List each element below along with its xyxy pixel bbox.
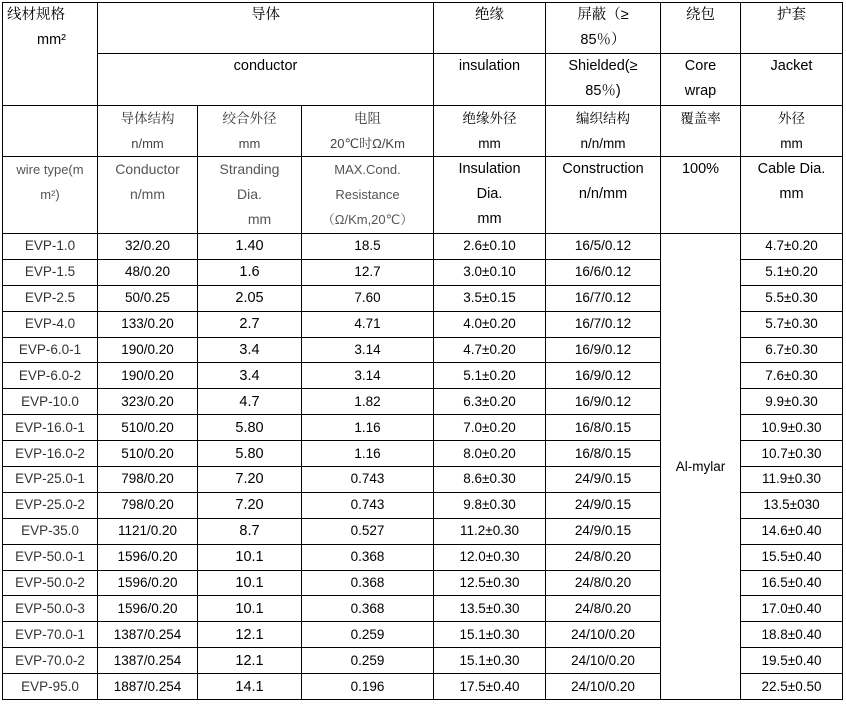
wire-type-cell: EVP-50.0-3	[3, 596, 98, 622]
strand-dia-unit: mm	[238, 136, 261, 151]
conductor-cell: 510/0.20	[98, 441, 198, 467]
resistance-cell: 18.5	[302, 234, 434, 260]
jacket-dia-cell: 19.5±0.40	[741, 648, 843, 674]
construction-header-en	[546, 157, 661, 234]
insulation-dia-cell: 15.1±0.30	[434, 622, 546, 648]
wire-type-en-line2: m²)	[40, 187, 60, 202]
wire-type-cell: EVP-10.0	[3, 389, 98, 415]
conductor-cell: 1596/0.20	[98, 570, 198, 596]
jacket-header-cn: 护套	[741, 3, 843, 54]
jacket-dia-cell: 14.6±0.40	[741, 518, 843, 544]
resistance-header	[302, 106, 434, 157]
wire-type-cell: EVP-6.0-1	[3, 337, 98, 363]
wire-spec-header	[3, 3, 98, 106]
insulation-dia-cell: 13.5±0.30	[434, 596, 546, 622]
braid-cell: 16/7/0.12	[546, 285, 661, 311]
resistance-cell: 0.259	[302, 648, 434, 674]
subheader-row-cn	[3, 106, 843, 157]
conductor-en-line2: n/mm	[130, 186, 165, 202]
shield-cn-line1: 屏蔽（≥	[577, 7, 629, 23]
conductor-cell: 1387/0.254	[98, 648, 198, 674]
resistance-cell: 12.7	[302, 259, 434, 285]
stranding-dia-cell: 4.7	[198, 389, 302, 415]
stranding-dia-cell: 5.80	[198, 415, 302, 441]
header-row-cn	[3, 3, 843, 54]
ins-dia-unit: mm	[478, 136, 501, 151]
shield-en-line1: Shielded(≥	[568, 58, 638, 74]
jacket-dia-unit: mm	[780, 136, 803, 151]
conductor-cell: 133/0.20	[98, 311, 198, 337]
cable-en-line1: Cable Dia.	[757, 161, 826, 177]
stranding-dia-cell: 14.1	[198, 674, 302, 700]
braid-cell: 24/8/0.20	[546, 570, 661, 596]
jacket-dia-cell: 10.9±0.30	[741, 415, 843, 441]
jacket-dia-cell: 10.7±0.30	[741, 441, 843, 467]
core-wrap-en-line1: Core	[684, 58, 717, 74]
stranding-dia-cell: 10.1	[198, 570, 302, 596]
insulation-dia-cell: 9.8±0.30	[434, 492, 546, 518]
insulation-dia-cell: 8.0±0.20	[434, 441, 546, 467]
conductor-cell: 798/0.20	[98, 492, 198, 518]
stranding-dia-cell: 5.80	[198, 441, 302, 467]
resistance-cell: 1.16	[302, 441, 434, 467]
jacket-dia-cell: 15.5±0.40	[741, 544, 843, 570]
wire-type-cell: EVP-25.0-2	[3, 492, 98, 518]
stranding-dia-cell: 2.05	[198, 285, 302, 311]
braid-cell: 16/9/0.12	[546, 363, 661, 389]
stranding-dia-cell: 12.1	[198, 648, 302, 674]
insulation-dia-cell: 4.7±0.20	[434, 337, 546, 363]
insulation-header-en-sub	[434, 157, 546, 234]
conductor-cell: 510/0.20	[98, 415, 198, 441]
braid-cn: 编织结构	[576, 111, 630, 126]
jacket-dia-cell: 5.1±0.20	[741, 259, 843, 285]
wire-type-cell: EVP-25.0-1	[3, 467, 98, 493]
insulation-dia-cell: 3.0±0.10	[434, 259, 546, 285]
wire-spec-unit: mm²	[37, 32, 66, 48]
resistance-cell: 1.16	[302, 415, 434, 441]
resistance-cell: 3.14	[302, 337, 434, 363]
resist-en-line2: Resistance	[335, 187, 400, 202]
braid-cell: 24/9/0.15	[546, 518, 661, 544]
insulation-dia-cell: 3.5±0.15	[434, 285, 546, 311]
jacket-dia-cell: 22.5±0.50	[741, 674, 843, 700]
stranding-en-line2: Dia.	[237, 186, 262, 202]
shield-header-cn	[546, 3, 661, 54]
core-wrap-en-line2: wrap	[684, 83, 717, 99]
stranding-dia-cell: 2.7	[198, 311, 302, 337]
braid-cell: 24/10/0.20	[546, 622, 661, 648]
braid-cell: 24/9/0.15	[546, 467, 661, 493]
conductor-cell: 1387/0.254	[98, 622, 198, 648]
core-wrap-header-en	[661, 54, 741, 106]
stranding-dia-cell: 7.20	[198, 467, 302, 493]
wire-type-cell: EVP-35.0	[3, 518, 98, 544]
braid-cell: 16/8/0.15	[546, 441, 661, 467]
jacket-dia-cell: 9.9±0.30	[741, 389, 843, 415]
cond-struct-cn: 导体结构	[120, 111, 175, 126]
jacket-dia-cell: 4.7±0.20	[741, 234, 843, 260]
table-row	[3, 234, 843, 260]
braid-cell: 24/8/0.20	[546, 596, 661, 622]
stranding-dia-cell: 3.4	[198, 363, 302, 389]
jacket-dia-cell: 6.7±0.30	[741, 337, 843, 363]
insulation-dia-cell: 5.1±0.20	[434, 363, 546, 389]
insulation-header-cn: 绝缘	[434, 3, 546, 54]
resistance-cell: 1.82	[302, 389, 434, 415]
conductor-cell: 50/0.25	[98, 285, 198, 311]
insulation-dia-cell: 7.0±0.20	[434, 415, 546, 441]
resist-cn-unit: 20℃时Ω/Km	[330, 136, 405, 151]
insulation-dia-cell: 17.5±0.40	[434, 674, 546, 700]
stranding-dia-cell: 12.1	[198, 622, 302, 648]
wire-type-cell: EVP-1.5	[3, 259, 98, 285]
insulation-header-en: insulation	[434, 54, 546, 106]
cond-struct-unit: n/mm	[131, 136, 164, 151]
resistance-cell: 0.743	[302, 467, 434, 493]
conductor-cell: 1596/0.20	[98, 596, 198, 622]
cable-en-line2: mm	[779, 186, 804, 202]
conductor-cell: 48/0.20	[98, 259, 198, 285]
strand-dia-header	[198, 106, 302, 157]
wire-type-cell: EVP-4.0	[3, 311, 98, 337]
wire-type-cell: EVP-2.5	[3, 285, 98, 311]
ins-en-line1: Insulation	[458, 161, 521, 177]
wire-type-header-en	[3, 157, 98, 234]
resistance-cell: 0.196	[302, 674, 434, 700]
coverage-value: 100%	[661, 157, 741, 234]
resist-en-line1: MAX.Cond.	[334, 162, 401, 177]
coverage-header	[661, 106, 741, 157]
wire-type-cell: EVP-16.0-2	[3, 441, 98, 467]
shield-cn-line2: 85％）	[580, 32, 626, 48]
conductor-cell: 1121/0.20	[98, 518, 198, 544]
jacket-dia-cell: 7.6±0.30	[741, 363, 843, 389]
conductor-cell: 190/0.20	[98, 337, 198, 363]
braid-cell: 24/9/0.15	[546, 492, 661, 518]
braid-header	[546, 106, 661, 157]
conductor-header-cn: 导体	[98, 3, 434, 54]
braid-cell: 16/8/0.15	[546, 415, 661, 441]
jacket-dia-cell: 13.5±030	[741, 492, 843, 518]
jacket-dia-cell: 17.0±0.40	[741, 596, 843, 622]
resistance-cell: 0.368	[302, 544, 434, 570]
wire-type-cell: EVP-50.0-1	[3, 544, 98, 570]
braid-cell: 16/7/0.12	[546, 311, 661, 337]
subheader-row-en	[3, 157, 843, 234]
braid-cell: 24/8/0.20	[546, 544, 661, 570]
jacket-dia-header	[741, 106, 843, 157]
jacket-dia-cn: 外径	[778, 111, 805, 126]
header-row-en	[3, 54, 843, 106]
jacket-header-en: Jacket	[741, 54, 843, 106]
insulation-dia-cell: 12.5±0.30	[434, 570, 546, 596]
cond-struct-header	[98, 106, 198, 157]
jacket-dia-cell: 5.5±0.30	[741, 285, 843, 311]
conductor-cell: 1887/0.254	[98, 674, 198, 700]
conductor-cell: 798/0.20	[98, 467, 198, 493]
blank-cell	[3, 106, 98, 157]
wire-type-cell: EVP-1.0	[3, 234, 98, 260]
core-wrap-material-cell: Al-mylar	[661, 234, 741, 700]
wire-type-cell: EVP-50.0-2	[3, 570, 98, 596]
stranding-dia-cell: 7.20	[198, 492, 302, 518]
wire-type-cell: EVP-16.0-1	[3, 415, 98, 441]
conductor-cell: 32/0.20	[98, 234, 198, 260]
table-body	[3, 234, 843, 700]
resistance-cell: 4.71	[302, 311, 434, 337]
resistance-cell: 0.368	[302, 570, 434, 596]
constr-en-line2: n/n/mm	[578, 186, 628, 202]
strand-dia-cn: 绞合外径	[222, 111, 277, 126]
stranding-dia-cell: 3.4	[198, 337, 302, 363]
conductor-header-en: conductor	[98, 54, 434, 106]
stranding-dia-cell: 1.6	[198, 259, 302, 285]
jacket-dia-cell: 18.8±0.40	[741, 622, 843, 648]
jacket-dia-cell: 11.9±0.30	[741, 467, 843, 493]
stranding-dia-cell: 10.1	[198, 544, 302, 570]
resistance-cell: 0.743	[302, 492, 434, 518]
cable-spec-table	[2, 2, 843, 700]
resist-header-en	[302, 157, 434, 234]
insulation-dia-cell: 6.3±0.20	[434, 389, 546, 415]
stranding-en-line1: Stranding	[219, 161, 280, 177]
insulation-dia-cell: 2.6±0.10	[434, 234, 546, 260]
wire-spec-cn: 线材规格	[7, 7, 65, 23]
conductor-header-en-sub	[98, 157, 198, 234]
shield-en-line2: 85％)	[585, 83, 621, 99]
cable-dia-header-en	[741, 157, 843, 234]
ins-dia-header	[434, 106, 546, 157]
shield-header-en	[546, 54, 661, 106]
braid-cell: 16/5/0.12	[546, 234, 661, 260]
stranding-en-line3: mm	[247, 211, 272, 227]
coverage-cn: 覆盖率	[680, 111, 721, 126]
jacket-dia-cell: 5.7±0.30	[741, 311, 843, 337]
wire-type-en-line1: wire type(m	[16, 162, 84, 177]
braid-unit: n/n/mm	[580, 136, 626, 151]
ins-en-line2: Dia.	[476, 186, 503, 202]
wire-type-cell: EVP-95.0	[3, 674, 98, 700]
conductor-cell: 1596/0.20	[98, 544, 198, 570]
insulation-dia-cell: 8.6±0.30	[434, 467, 546, 493]
braid-cell: 16/9/0.12	[546, 337, 661, 363]
wire-type-cell: EVP-70.0-2	[3, 648, 98, 674]
resist-cn: 电阻	[354, 111, 381, 126]
wire-type-cell: EVP-6.0-2	[3, 363, 98, 389]
braid-cell: 16/6/0.12	[546, 259, 661, 285]
jacket-dia-cell: 16.5±0.40	[741, 570, 843, 596]
braid-cell: 24/10/0.20	[546, 648, 661, 674]
stranding-dia-cell: 8.7	[198, 518, 302, 544]
braid-cell: 24/10/0.20	[546, 674, 661, 700]
braid-cell: 16/9/0.12	[546, 389, 661, 415]
conductor-en-line1: Conductor	[115, 161, 180, 177]
resistance-cell: 7.60	[302, 285, 434, 311]
ins-dia-cn: 绝缘外径	[462, 111, 517, 126]
conductor-cell: 190/0.20	[98, 363, 198, 389]
ins-en-line3: mm	[477, 211, 502, 227]
stranding-header-en	[198, 157, 302, 234]
insulation-dia-cell: 4.0±0.20	[434, 311, 546, 337]
wire-type-cell: EVP-70.0-1	[3, 622, 98, 648]
insulation-dia-cell: 11.2±0.30	[434, 518, 546, 544]
stranding-dia-cell: 1.40	[198, 234, 302, 260]
core-wrap-header-cn: 绕包	[661, 3, 741, 54]
stranding-dia-cell: 10.1	[198, 596, 302, 622]
resistance-cell: 0.368	[302, 596, 434, 622]
resist-en-line3: （Ω/Km,20℃）	[321, 212, 414, 227]
resistance-cell: 0.259	[302, 622, 434, 648]
insulation-dia-cell: 12.0±0.30	[434, 544, 546, 570]
constr-en-line1: Construction	[562, 161, 644, 177]
resistance-cell: 0.527	[302, 518, 434, 544]
insulation-dia-cell: 15.1±0.30	[434, 648, 546, 674]
resistance-cell: 3.14	[302, 363, 434, 389]
conductor-cell: 323/0.20	[98, 389, 198, 415]
